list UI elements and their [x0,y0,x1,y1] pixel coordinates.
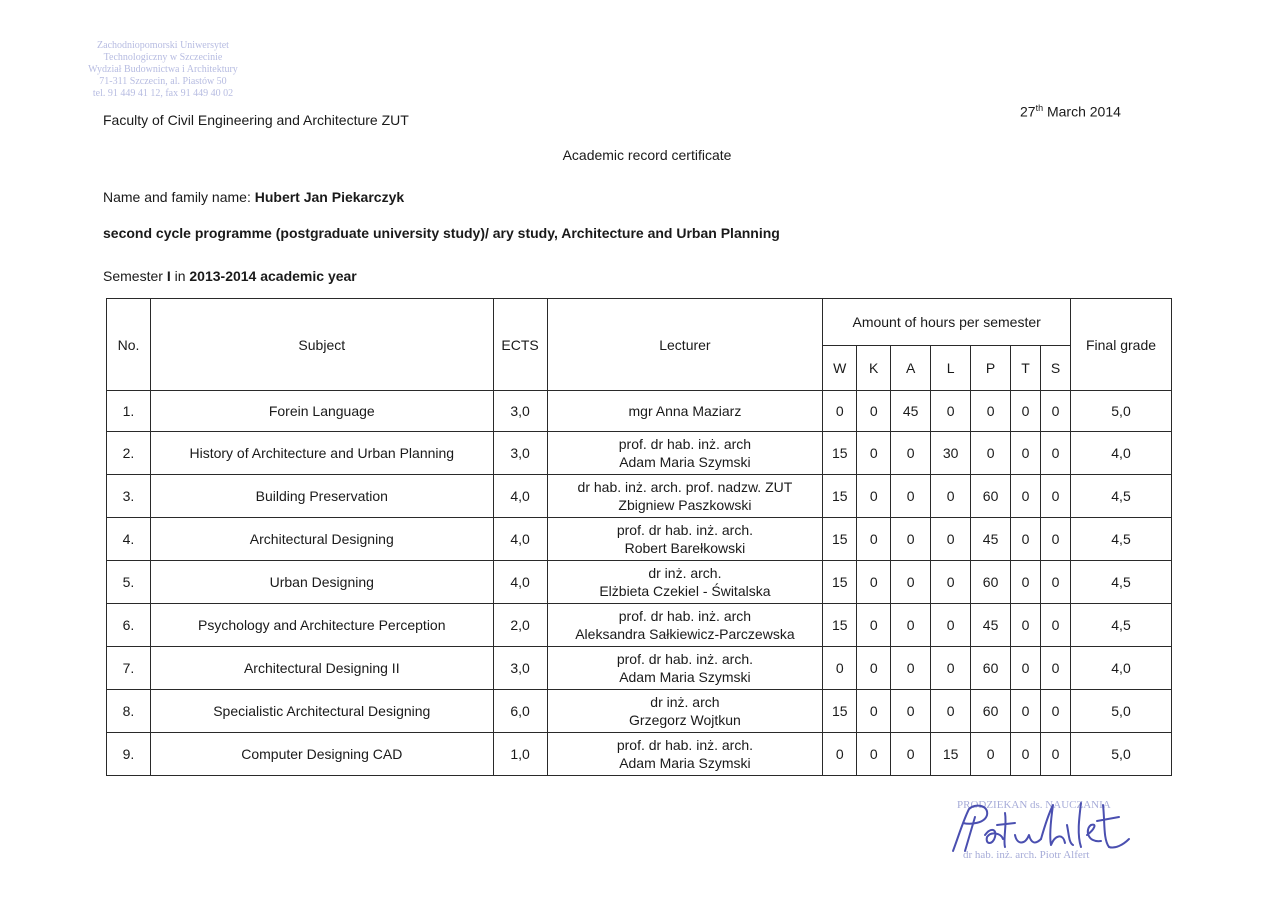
hours-k: 0 [857,518,891,561]
hours-a: 0 [891,604,931,647]
semester-prefix: Semester [103,268,167,284]
table-row [107,518,1172,561]
semester-number: I [166,268,171,284]
ects-value: 6,0 [493,690,547,733]
final-grade: 4,5 [1071,518,1172,561]
lecturer-title: prof. dr hab. inż. arch. [616,522,754,538]
subject-name: Architectural Designing [150,518,493,561]
table-row [107,690,1172,733]
hours-a: 0 [891,733,931,776]
lecturer-line: mgr Anna Maziarz [628,403,742,419]
lecturer [547,690,823,733]
hours-k: 0 [857,647,891,690]
subject-name: Computer Designing CAD [150,733,493,776]
hours-l: 0 [931,518,971,561]
lecturer-title: prof. dr hab. inż. arch. [616,737,754,753]
date-day: 27 [1020,103,1036,120]
lecturer-title: prof. dr hab. inż. arch [618,436,752,452]
header-no: No. [107,299,151,391]
hours-k: 0 [857,432,891,475]
row-number: 2. [107,432,151,475]
hours-k: 0 [857,690,891,733]
lecturer-title: dr inż. arch [650,694,720,710]
hours-w: 15 [823,518,857,561]
stamp-line: Technologiczny w Szczecinie [103,52,223,63]
lecturer [547,475,823,518]
ects-value: 4,0 [493,561,547,604]
stamp-line: Wydział Budownictwa i Architektury [88,64,238,75]
final-grade: 4,5 [1071,475,1172,518]
hours-k: 0 [857,391,891,432]
hours-t: 0 [1011,733,1041,776]
header-lecturer: Lecturer [547,299,823,391]
table-row [107,391,1172,432]
hours-s: 0 [1041,604,1071,647]
subject-name: Psychology and Architecture Perception [150,604,493,647]
semester-line [103,268,357,284]
hours-l: 0 [931,391,971,432]
table-row [107,561,1172,604]
semester-in: in [170,268,190,284]
hours-t: 0 [1011,561,1041,604]
header-ects: ECTS [493,299,547,391]
final-grade: 5,0 [1071,733,1172,776]
document-title: Academic record certificate [562,147,732,163]
row-number: 3. [107,475,151,518]
hours-t: 0 [1011,690,1041,733]
lecturer-title: prof. dr hab. inż. arch. [616,651,754,667]
hours-p: 0 [971,432,1011,475]
hours-a: 45 [891,391,931,432]
hours-l: 30 [931,432,971,475]
hours-w: 0 [823,391,857,432]
hours-w: 0 [823,733,857,776]
lecturer [547,432,823,475]
hours-w: 15 [823,432,857,475]
lecturer-title: dr hab. inż. arch. prof. nadzw. ZUT [577,479,793,495]
hours-t: 0 [1011,518,1041,561]
lecturer-name: Aleksandra Sałkiewicz-Parczewska [575,626,795,642]
hours-s: 0 [1041,475,1071,518]
header-hours-l: L [931,346,971,391]
header-hours-s: S [1041,346,1071,391]
ects-value: 2,0 [493,604,547,647]
hours-p: 0 [971,391,1011,432]
header-hours-group: Amount of hours per semester [823,299,1071,346]
final-grade: 5,0 [1071,391,1172,432]
hours-l: 0 [931,561,971,604]
table-row [107,475,1172,518]
final-grade: 4,0 [1071,432,1172,475]
header-hours-w: W [823,346,857,391]
ects-value: 3,0 [493,432,547,475]
stamp-name: dr hab. inż. arch. Piotr Alfert [963,849,1090,861]
hours-a: 0 [891,647,931,690]
student-name-line [103,189,404,205]
lecturer-name: Grzegorz Wojtkun [629,712,741,728]
hours-s: 0 [1041,518,1071,561]
hours-a: 0 [891,518,931,561]
ects-value: 1,0 [493,733,547,776]
table-row [107,432,1172,475]
hours-s: 0 [1041,432,1071,475]
lecturer-name: Robert Barełkowski [624,540,746,556]
final-grade: 4,0 [1071,647,1172,690]
hours-p: 45 [971,604,1011,647]
subject-name: Forein Language [150,391,493,432]
hours-s: 0 [1041,690,1071,733]
stamp-line: Zachodniopomorski Uniwersytet [97,40,229,51]
hours-k: 0 [857,475,891,518]
hours-t: 0 [1011,475,1041,518]
row-number: 1. [107,391,151,432]
hours-k: 0 [857,604,891,647]
final-grade: 5,0 [1071,690,1172,733]
hours-s: 0 [1041,561,1071,604]
hours-t: 0 [1011,647,1041,690]
lecturer [547,561,823,604]
hours-p: 60 [971,647,1011,690]
lecturer [547,733,823,776]
lecturer-name: Zbigniew Paszkowski [618,497,752,513]
subject-name: Urban Designing [150,561,493,604]
lecturer-name: Elżbieta Czekiel - Świtalska [599,583,771,599]
stamp-role: PRODZIEKAN ds. NAUCZANIA [957,799,1111,811]
issue-date [1020,103,1121,120]
hours-w: 15 [823,561,857,604]
hours-w: 15 [823,475,857,518]
lecturer-name: Adam Maria Szymski [619,755,751,771]
hours-l: 0 [931,690,971,733]
hours-t: 0 [1011,604,1041,647]
header-hours-t: T [1011,346,1041,391]
header-hours-p: P [971,346,1011,391]
handwritten-signature [945,795,1145,865]
hours-w: 15 [823,690,857,733]
lecturer-name: Adam Maria Szymski [619,669,751,685]
hours-p: 60 [971,561,1011,604]
subject-name: Architectural Designing II [150,647,493,690]
row-number: 8. [107,690,151,733]
final-grade: 4,5 [1071,561,1172,604]
hours-k: 0 [857,561,891,604]
header-hours-a: A [891,346,931,391]
final-grade: 4,5 [1071,604,1172,647]
header-hours-k: K [857,346,891,391]
date-suffix: th [1035,103,1044,113]
university-stamp [58,40,268,100]
hours-p: 60 [971,690,1011,733]
faculty-name: Faculty of Civil Engineering and Architecture ZUT [103,112,409,128]
hours-a: 0 [891,432,931,475]
row-number: 7. [107,647,151,690]
hours-s: 0 [1041,733,1071,776]
lecturer-title: prof. dr hab. inż. arch [618,608,752,624]
table-row [107,647,1172,690]
subject-name: Specialistic Architectural Designing [150,690,493,733]
stamp-line: 71-311 Szczecin, al. Piastów 50 [99,76,227,87]
programme-line: second cycle programme (postgraduate university study)/ ary study, Architecture and Urban Planning [103,225,780,241]
stamp-line: tel. 91 449 41 12, fax 91 449 40 02 [92,88,234,99]
hours-a: 0 [891,475,931,518]
hours-l: 0 [931,475,971,518]
academic-year: 2013-2014 academic year [189,268,357,284]
hours-s: 0 [1041,647,1071,690]
subject-name: Building Preservation [150,475,493,518]
table-row [107,604,1172,647]
hours-k: 0 [857,733,891,776]
ects-value: 3,0 [493,647,547,690]
hours-p: 45 [971,518,1011,561]
hours-w: 15 [823,604,857,647]
hours-p: 60 [971,475,1011,518]
header-subject: Subject [150,299,493,391]
row-number: 5. [107,561,151,604]
hours-l: 15 [931,733,971,776]
hours-l: 0 [931,604,971,647]
date-rest: March 2014 [1043,103,1121,120]
table-row [107,733,1172,776]
student-name: Hubert Jan Piekarczyk [254,189,405,205]
hours-l: 0 [931,647,971,690]
row-number: 4. [107,518,151,561]
hours-t: 0 [1011,432,1041,475]
hours-p: 0 [971,733,1011,776]
lecturer-title: dr inż. arch. [648,565,722,581]
hours-a: 0 [891,561,931,604]
hours-w: 0 [823,647,857,690]
name-label: Name and family name: [103,189,255,205]
hours-t: 0 [1011,391,1041,432]
lecturer [547,518,823,561]
subject-name: History of Architecture and Urban Planning [150,432,493,475]
lecturer-name: Adam Maria Szymski [619,454,751,470]
lecturer [547,647,823,690]
ects-value: 4,0 [493,475,547,518]
ects-value: 4,0 [493,518,547,561]
academic-record-table [106,298,1172,776]
dean-signature-stamp [945,795,1145,865]
lecturer [547,604,823,647]
header-final-grade: Final grade [1071,299,1172,391]
row-number: 9. [107,733,151,776]
hours-s: 0 [1041,391,1071,432]
lecturer [547,391,823,432]
row-number: 6. [107,604,151,647]
ects-value: 3,0 [493,391,547,432]
hours-a: 0 [891,690,931,733]
